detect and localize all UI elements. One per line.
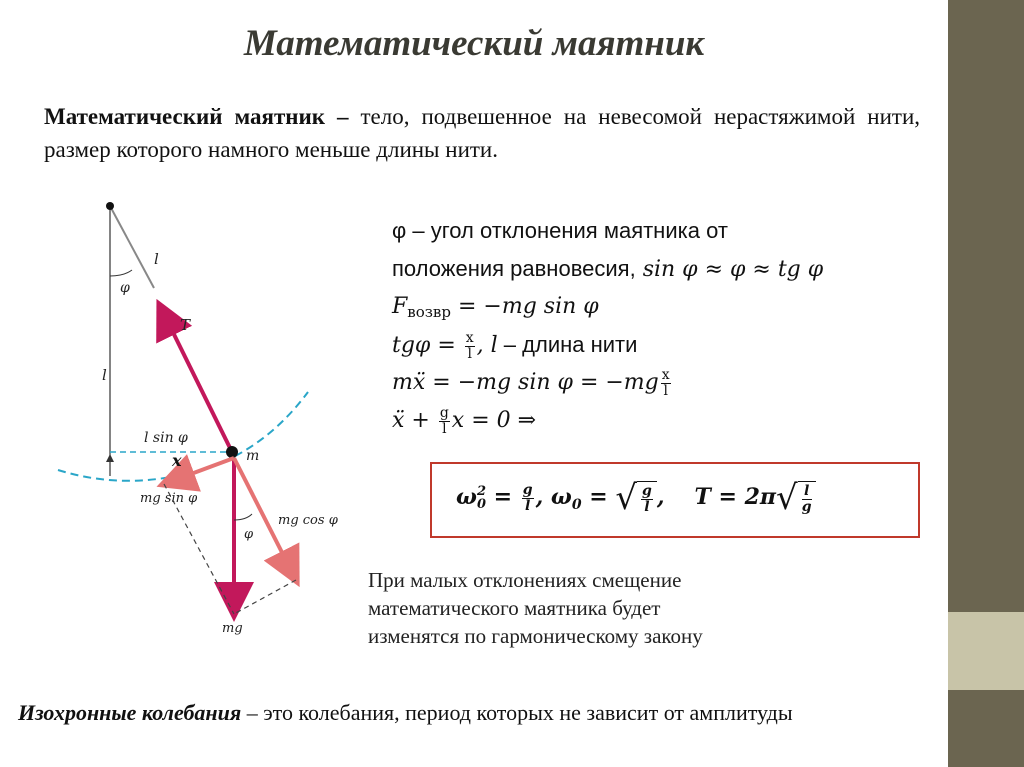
definition-paragraph — [44, 100, 920, 166]
formula-line-3: $F_{возвр} = -mg$ sin φ — [392, 294, 599, 321]
isochronous-term: Изохронные колебания — [18, 700, 242, 725]
definition-text: тело, подвешенное на невесомой нерастяжимой нити, размер которого намного меньше длины нити. — [44, 104, 921, 162]
label-phi-top: φ — [120, 280, 130, 296]
label-mg: mg — [222, 621, 243, 636]
label-lsin: l sin φ — [144, 430, 188, 446]
label-mgsin: mg sin φ — [140, 491, 198, 506]
label-mgcos: mg cos φ — [278, 513, 338, 528]
sidebar-decoration-top — [948, 0, 1024, 612]
result-formula: ω 2 0 = $\frac{g}{l}$ , $\omega_0$ = √ $\frac{g}{l}$ , T = 2π√ $\frac{l}{g}$ — [456, 478, 816, 518]
isochronous-text: – это колебания, период которых не зависит от амплитуды — [241, 700, 793, 725]
label-T: T — [180, 316, 191, 334]
sidebar-decoration-bottom — [948, 690, 1024, 767]
isochronous-definition — [18, 700, 938, 726]
formula-line-6: ẍ + $\frac{g}{l}$ x = 0 ⇒ — [392, 404, 537, 437]
pendulum-diagram — [56, 180, 356, 640]
small-deviation-note: При малых отклонениях смещение математического маятника будет изменятся по гармоническому закону — [368, 568, 703, 648]
label-m: m — [246, 448, 260, 464]
formula-line-5: mẍ = −mg sin φ = −mg $\frac{x}{l}$ — [392, 366, 670, 399]
label-l-top: l — [154, 250, 159, 268]
formula-line-2: положения равновесия, sin φ ≈ φ ≈ tg φ — [392, 256, 824, 282]
formula-line-4: tgφ = $\frac{x}{l}$ , l – длина нити — [392, 329, 638, 362]
formula-block — [392, 212, 912, 440]
label-l-left: l — [102, 366, 107, 384]
pivot-point — [106, 202, 114, 210]
sidebar-decoration-mid — [948, 612, 1024, 690]
definition-term: Математический маятник – — [44, 104, 349, 129]
result-box — [430, 462, 920, 538]
pendulum-bob — [226, 446, 238, 458]
label-x: x — [172, 451, 182, 470]
formula-line-1: φ – угол отклонения маятника от — [392, 218, 728, 243]
slide-title: Математический маятник — [243, 23, 705, 64]
label-phi-bottom: φ — [244, 527, 254, 542]
